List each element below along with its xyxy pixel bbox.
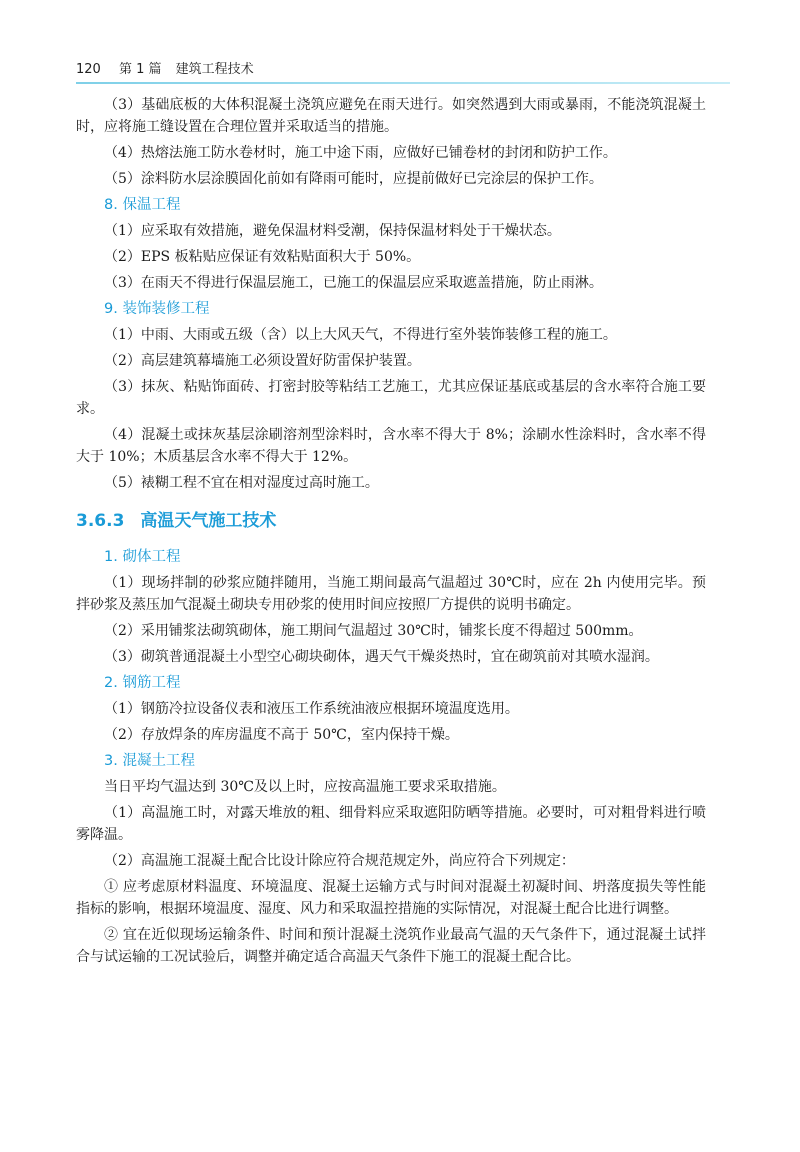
paragraph: （2）采用铺浆法砌筑砌体，施工期间气温超过 30℃时，铺浆长度不得超过 500mm。 (104, 623, 643, 639)
page-body (76, 94, 706, 972)
paragraph: （3）抹灰、粘贴饰面砖、打密封胶等粘结工艺施工，尤其应保证基底或基层的含水率符合施工要求。 (76, 379, 706, 417)
page-number: 120 (76, 62, 101, 77)
paragraph: （1）现场拌制的砂浆应随拌随用，当施工期间最高气温超过 30℃时，应在 2h 内使用完毕。预拌砂浆及蒸压加气混凝土砌块专用砂浆的使用时间应按照厂方提供的说明书确定。 (76, 575, 706, 613)
paragraph: 当日平均气温达到 30℃及以上时，应按高温施工要求采取措施。 (104, 779, 506, 795)
paragraph: ① 应考虑原材料温度、环境温度、混凝土运输方式与时间对混凝土初凝时间、坍落度损失等性能指标的影响，根据环境温度、湿度、风力和采取温控措施的实际情况，对混凝土配合比进行调整。 (76, 879, 706, 917)
part-label: 第 1 篇 (118, 62, 162, 77)
paragraph: （3）砌筑普通混凝土小型空心砌块砌体，遇天气干燥炎热时，宜在砌筑前对其喷水湿润。 (104, 649, 659, 665)
paragraph: （1）钢筋冷拉设备仪表和液压工作系统油液应根据环境温度选用。 (104, 701, 519, 717)
paragraph: （5）涂料防水层涂膜固化前如有降雨可能时，应提前做好已完涂层的保护工作。 (104, 171, 603, 187)
subsection-heading: 8. 保温工程 (104, 197, 181, 213)
subsection-heading: 9. 装饰装修工程 (104, 301, 210, 317)
paragraph: （2）存放焊条的库房温度不高于 50℃，室内保持干燥。 (104, 727, 459, 743)
paragraph: （3）基础底板的大体积混凝土浇筑应避免在雨天进行。如突然遇到大雨或暴雨，不能浇筑混凝土时，应将施工缝设置在合理位置并采取适当的措施。 (76, 97, 706, 135)
paragraph: （1）高温施工时，对露天堆放的粗、细骨料应采取遮阳防晒等措施。必要时，可对粗骨料进行喷雾降温。 (76, 805, 706, 843)
paragraph: （2）高层建筑幕墙施工必须设置好防雷保护装置。 (104, 353, 421, 369)
section-number: 3.6.3 (76, 511, 125, 531)
paragraph: （4）混凝土或抹灰基层涂刷溶剂型涂料时，含水率不得大于 8%；涂刷水性涂料时，含水率不得大于 10%；木质基层含水率不得大于 12%。 (76, 427, 706, 465)
section-title: 高温天气施工技术 (140, 511, 277, 531)
paragraph: （1）应采取有效措施，避免保温材料受潮，保持保温材料处于干燥状态。 (104, 223, 561, 239)
subsection-heading: 2. 钢筋工程 (104, 675, 181, 691)
header-rule (76, 82, 730, 84)
running-title: 建筑工程技术 (175, 62, 254, 77)
section-heading (76, 508, 706, 534)
paragraph: （2）EPS 板粘贴应保证有效粘贴面积大于 50%。 (104, 249, 421, 265)
paragraph: （4）热熔法施工防水卷材时，施工中途下雨，应做好已铺卷材的封闭和防护工作。 (104, 145, 617, 161)
paragraph: （3）在雨天不得进行保温层施工，已施工的保温层应采取遮盖措施，防止雨淋。 (104, 275, 603, 291)
paragraph: （1）中雨、大雨或五级（含）以上大风天气，不得进行室外装饰装修工程的施工。 (104, 327, 617, 343)
page-header (76, 58, 716, 84)
paragraph: （5）裱糊工程不宜在相对湿度过高时施工。 (104, 475, 379, 491)
paragraph: （2）高温施工混凝土配合比设计除应符合规范规定外，尚应符合下列规定： (104, 853, 575, 869)
subsection-heading: 1. 砌体工程 (104, 549, 181, 565)
subsection-heading: 3. 混凝土工程 (104, 753, 195, 769)
paragraph: ② 宜在近似现场运输条件、时间和预计混凝土浇筑作业最高气温的天气条件下，通过混凝土试拌合与试运输的工况试验后，调整并确定适合高温天气条件下施工的混凝土配合比。 (76, 927, 706, 965)
